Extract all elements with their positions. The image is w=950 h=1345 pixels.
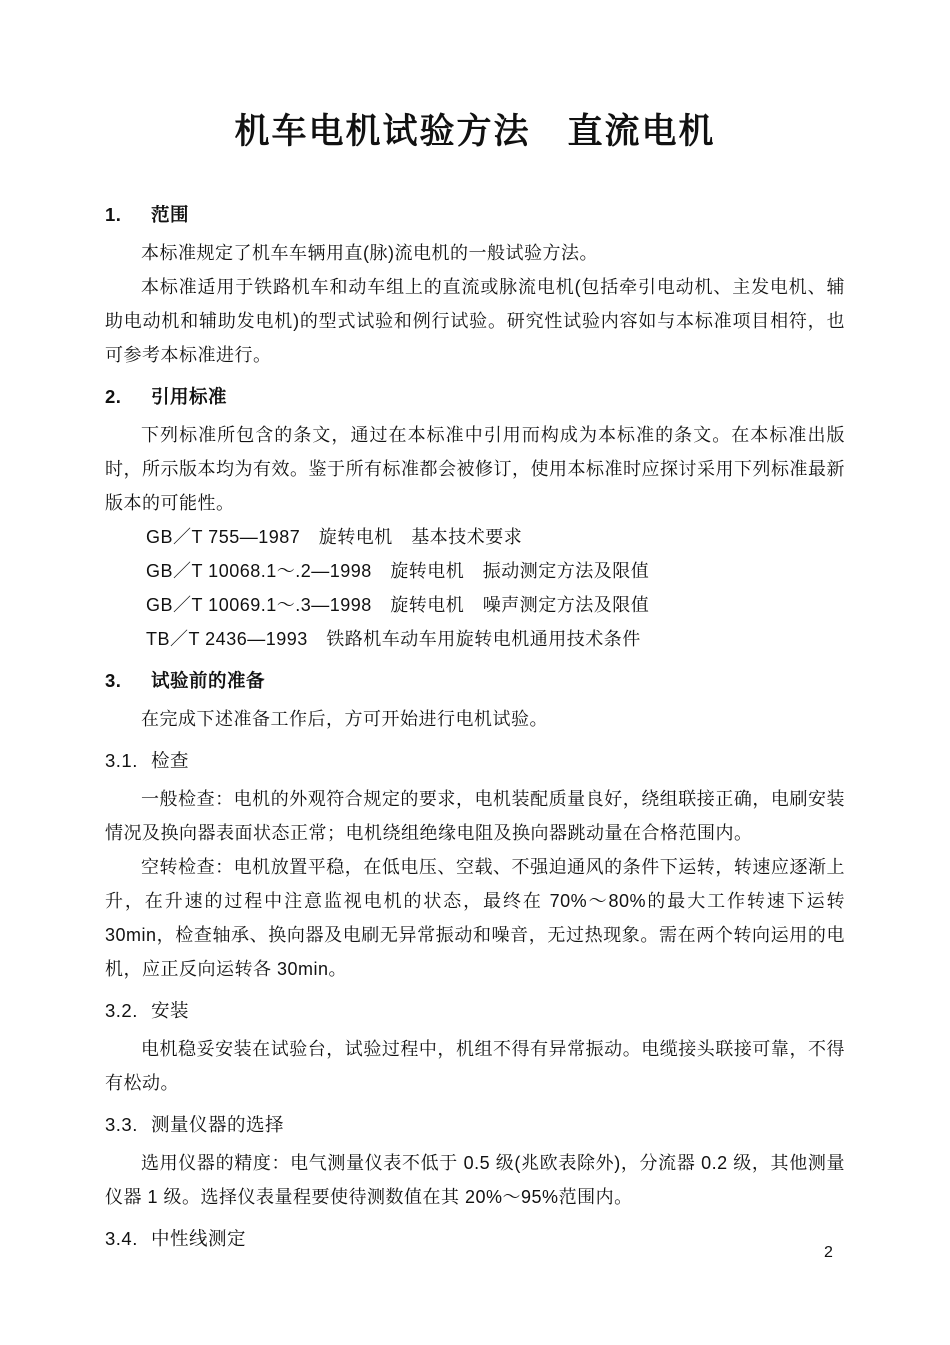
- paragraph: 本标准适用于铁路机车和动车组上的直流或脉流电机(包括牵引电动机、主发电机、辅助电动机和辅助发电机)的型式试验和例行试验。研究性试验内容如与本标准项目相符，也可参考本标准进行。: [105, 277, 845, 365]
- section-heading: [105, 668, 845, 694]
- section-heading: [105, 1226, 845, 1252]
- section-title: 试验前的准备: [151, 670, 266, 691]
- document-title: 机车电机试验方法 直流电机: [234, 112, 716, 151]
- reference-item: GB／T 10068.1～.2—1998 旋转电机 振动测定方法及限值: [146, 561, 650, 581]
- reference-item: GB／T 10069.1～.3—1998 旋转电机 噪声测定方法及限值: [146, 595, 650, 615]
- section-heading: [105, 202, 845, 228]
- section-references: [105, 384, 845, 656]
- paragraph: 一般检查：电机的外观符合规定的要求，电机装配质量良好，绕组联接正确，电刷安装情况及换向器表面状态正常；电机绕组绝缘电阻及换向器跳动量在合格范围内。: [105, 789, 845, 843]
- paragraph: 本标准规定了机车车辆用直(脉)流电机的一般试验方法。: [141, 243, 598, 263]
- section-instrument-selection: [105, 1112, 845, 1214]
- section-installation: [105, 998, 845, 1100]
- reference-item: TB／T 2436—1993 铁路机车动车用旋转电机通用技术条件: [146, 629, 641, 649]
- section-scope: [105, 202, 845, 372]
- paragraph: 电机稳妥安装在试验台，试验过程中，机组不得有异常振动。电缆接头联接可靠，不得有松动。: [105, 1039, 845, 1093]
- section-number: 3.3.: [105, 1114, 138, 1135]
- section-number: 3.4.: [105, 1228, 138, 1249]
- section-heading: [105, 748, 845, 774]
- paragraph: 空转检查：电机放置平稳，在低电压、空载、不强迫通风的条件下运转，转速应逐渐上升，在升速的过程中注意监视电机的状态，最终在 70%～80%的最大工作转速下运转 30min，检查轴承、换向器及电刷无异常振动和噪音，无过热现象。需在两个转向运用的电机，应正反向运转各 30min。: [105, 857, 845, 979]
- section-inspection: [105, 748, 845, 986]
- paragraph: 下列标准所包含的条文，通过在本标准中引用而构成为本标准的条文。在本标准出版时，所示版本均为有效。鉴于所有标准都会被修订，使用本标准时应探讨采用下列标准最新版本的可能性。: [105, 425, 845, 513]
- section-test-preparation: [105, 668, 845, 736]
- section-title: 引用标准: [151, 386, 228, 407]
- document-content: [105, 96, 845, 1260]
- reference-item: GB／T 755—1987 旋转电机 基本技术要求: [146, 527, 523, 547]
- paragraph: 在完成下述准备工作后，方可开始进行电机试验。: [141, 709, 548, 729]
- section-neutral-line: [105, 1226, 845, 1252]
- section-title: 检查: [151, 750, 190, 771]
- section-title: 安装: [151, 1000, 190, 1021]
- page-number: 2: [824, 1244, 833, 1261]
- section-number: 3.: [105, 670, 122, 691]
- section-title: 测量仪器的选择: [151, 1114, 285, 1135]
- section-number: 2.: [105, 386, 122, 407]
- section-number: 3.1.: [105, 750, 138, 771]
- section-number: 1.: [105, 204, 122, 225]
- section-title: 中性线测定: [151, 1228, 247, 1249]
- section-heading: [105, 1112, 845, 1138]
- reference-list: [105, 520, 845, 656]
- section-number: 3.2.: [105, 1000, 138, 1021]
- section-heading: [105, 384, 845, 410]
- section-heading: [105, 998, 845, 1024]
- paragraph: 选用仪器的精度：电气测量仪表不低于 0.5 级(兆欧表除外)，分流器 0.2 级，其他测量仪器 1 级。选择仪表量程要使待测数值在其 20%～95%范围内。: [105, 1153, 845, 1207]
- section-title: 范围: [151, 204, 190, 225]
